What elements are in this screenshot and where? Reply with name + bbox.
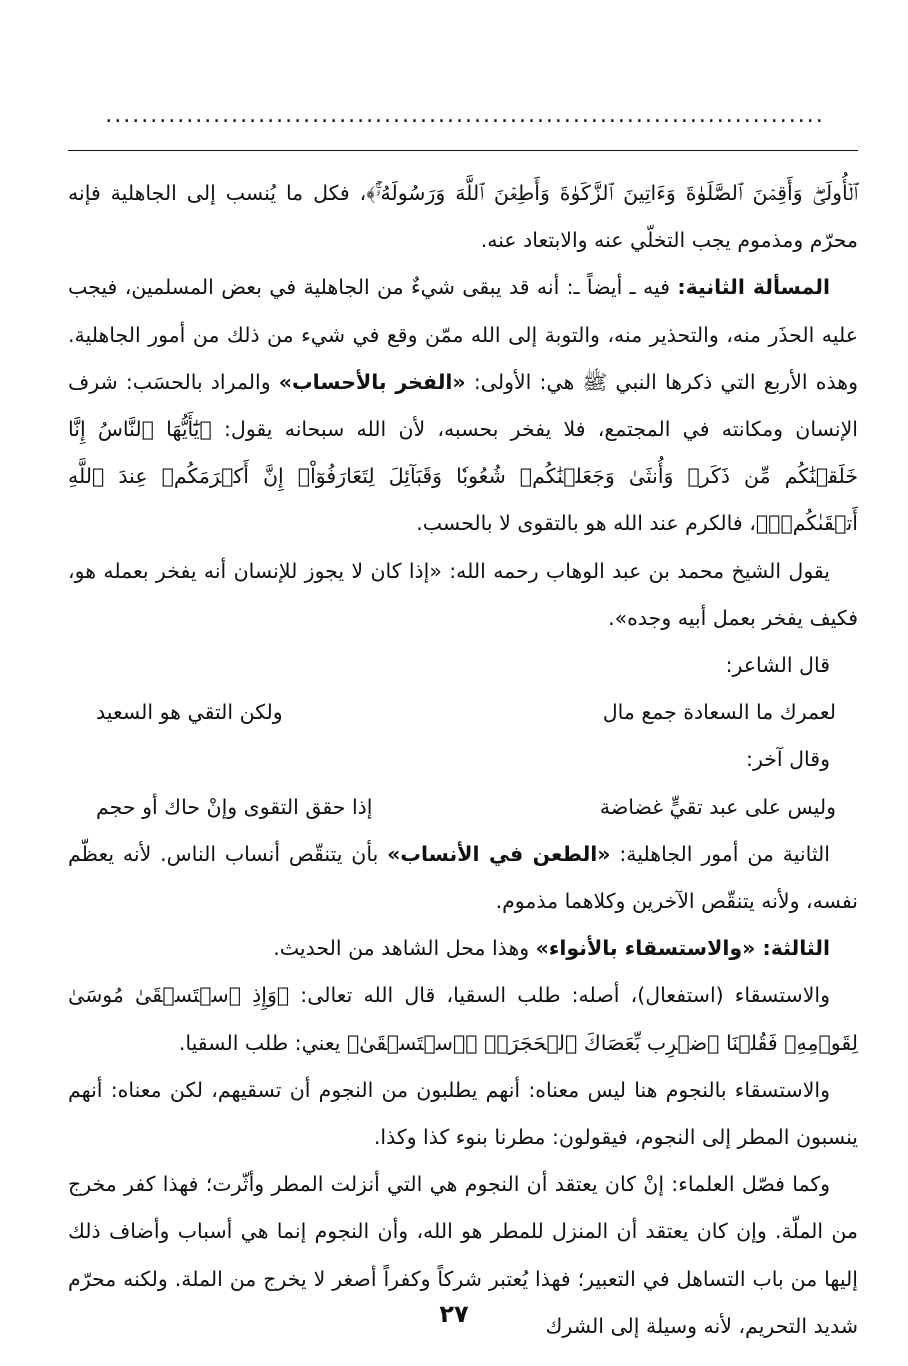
poem-verse-1 (68, 689, 858, 736)
term-lineage-slander: «الطعن في الأنساب» (387, 841, 611, 866)
page-number: ٢٧ (439, 1300, 469, 1328)
verse-2-second-hemistich: إذا حقق التقوى وإنْ حاك أو حجم (96, 794, 373, 819)
verse-1-second-hemistich: ولكن التقي هو السعيد (96, 700, 283, 725)
paragraph-istisqa-meaning: والاستسقاء بالنجوم هنا ليس معناه: أنهم يطلبون من النجوم أن تسقيهم، لكن معناه: أنهم ينسبون المطر إلى النجوم، فيقولون: مطرنا بنوء كذا وكذا. (68, 1077, 858, 1150)
verse-2-first-hemistich: وليس على عبد تقيٍّ غضاضة (599, 794, 836, 819)
poet-intro: قال الشاعر: (725, 653, 830, 678)
paragraph-second-issue: المسألة الثانية: فيه ـ أيضاً ـ: أنه قد يبقى شيءٌ من الجاهلية في بعض المسلمين، فيجب عليه الحذَر منه، والتحذير منه، والتوبة إلى الله ممّن وقع في شيء من ذلك من أمور الجاهلية. وهذه الأربع التي ذكرها النبي ﷺ هي: الأولى: «الفخر بالأحساب» والمراد بالحسَب: شرف الإنسان ومكانته في المجتمع، فلا يفخر بحسبه، لأن الله سبحانه يقول: ﴿يَٰٓأَيُّهَا ٱلنَّاسُ إِنَّا خَلَقۡنَٰكُم مِّن ذَكَرٖ وَأُنثَىٰ وَجَعَلۡنَٰكُمۡ شُعُوبٗا وَقَبَآئِلَ لِتَعَارَفُوٓاْۚ إِنَّ أَكۡرَمَكُمۡ عِندَ ٱللَّهِ أَتۡقَىٰكُمۡۚ﴾، فالكرم عند الله هو بالتقوى لا بالحسب. (68, 275, 858, 536)
poem-verse-2 (68, 784, 858, 831)
verse-1-first-hemistich: لعمرك ما السعادة جمع مال (602, 700, 836, 725)
term-pride-in-lineage: «الفخر بالأحساب» (278, 369, 466, 394)
heading-third: الثالثة: «والاستسقاء بالأنواء» (535, 936, 830, 961)
paragraph-lineage-slander: الثانية من أمور الجاهلية: «الطعن في الأنساب» بأن يتنقّص أنساب الناس. لأنه يعظّم نفسه، ولأنه يتنقّص الآخرين وكلاهما مذموم. (68, 841, 858, 914)
other-poet-intro: وقال آخر: (746, 747, 830, 772)
heading-second-issue: المسألة الثانية: (677, 275, 830, 300)
paragraph-quote-sheikh: يقول الشيخ محمد بن عبد الوهاب رحمه الله: «إذا كان لا يجوز للإنسان أنه يفخر بعمله هو، فكيف يفخر بعمل أبيه وجده». (68, 558, 858, 630)
paragraph-scholars-detail: وكما فصّل العلماء: إنْ كان يعتقد أن النجوم هي التي أنزلت المطر وأثّرت؛ فهذا كفر مخرج من الملّة. وإن كان يعتقد أن المنزل للمطر هو الله، وأن النجوم إنما هي أسباب وأضاف ذلك إليها من باب التساهل في التعبير؛ فهذا يُعتبر شركاً وكفراً أصغر لا يخرج من الملة. ولكنه محرّم شديد التحريم، لأنه وسيلة إلى الشرك (68, 1172, 858, 1338)
page-body (68, 170, 858, 1350)
dotted-separator: ................................................................................ (105, 104, 825, 128)
paragraph-third: الثالثة: «والاستسقاء بالأنواء» وهذا محل الشاهد من الحديث. (273, 936, 830, 961)
footnote-rule (68, 150, 858, 151)
paragraph-1: ٱلۡأُولَىٰۖ وَأَقِمۡنَ ٱلصَّلَوٰةَ وَءَاتِينَ ٱلزَّكَوٰةَ وَأَطِعۡنَ ٱللَّهَ وَرَسُولَهُۥٓۚ﴾، فكل ما يُنسب إلى الجاهلية فإنه محرّم ومذموم يجب التخلّي عنه والابتعاد عنه. (68, 181, 858, 253)
paragraph-istisqa-definition: والاستسقاء (استفعال)، أصله: طلب السقيا، قال الله تعالى: ﴿وَإِذِ ٱسۡتَسۡقَىٰ مُوسَىٰ لِقَوۡمِهِۦ فَقُلۡنَا ٱضۡرِب بِّعَصَاكَ ٱلۡحَجَرَۖ﴾ ﴿ٱسۡتَسۡقَىٰ﴾ يعني: طلب السقيا. (68, 983, 858, 1055)
